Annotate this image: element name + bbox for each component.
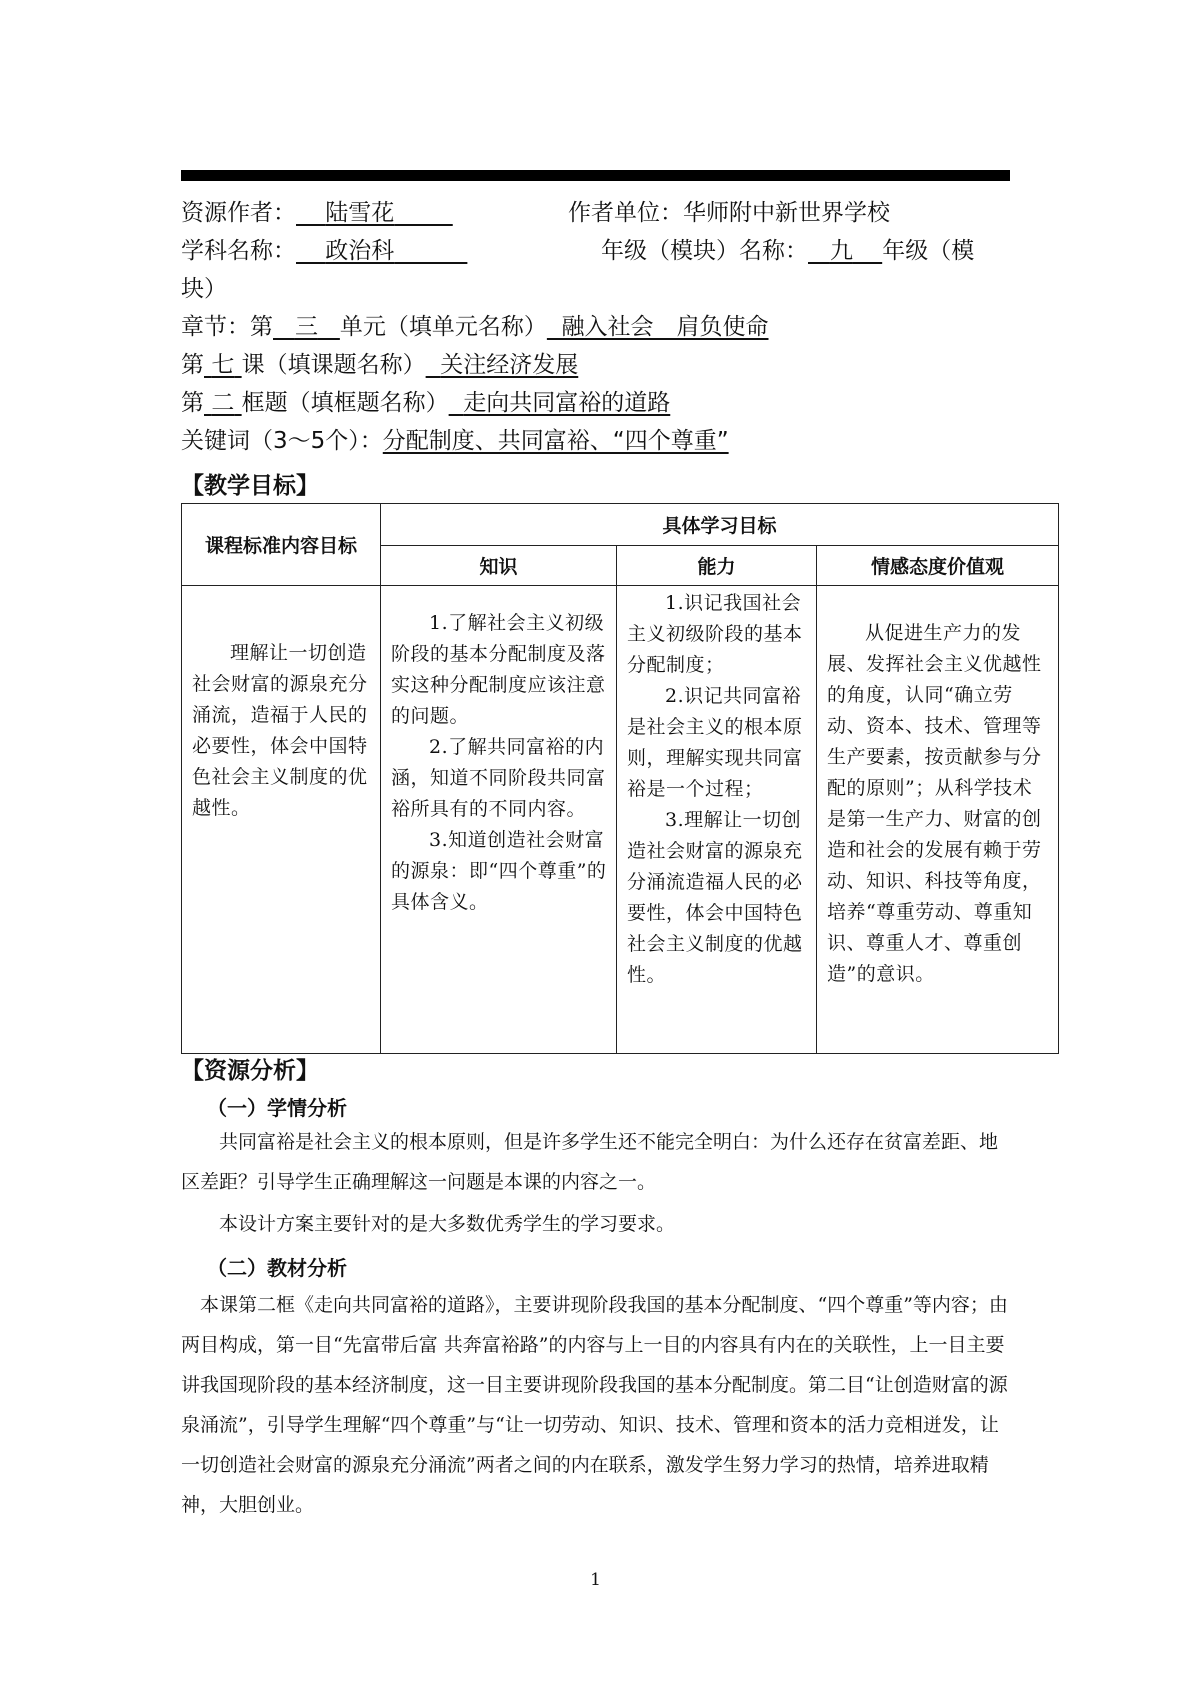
col-ability-header: 能力 — [617, 546, 817, 586]
author-row — [181, 197, 453, 229]
standard-cell: 理解让一切创造社会财富的源泉充分涌流，造福于人民的必要性，体会中国特色社会主义制度的优越性。 — [182, 586, 381, 1054]
frame-row: 第 二 框题（填框题名称） 走向共同富裕的道路 — [181, 390, 671, 416]
grade-label: 年级（模块）名称： — [601, 238, 808, 264]
resource-analysis-title: 【资源分析】 — [181, 1058, 319, 1084]
unit-value: 华师附中新世界学校 — [683, 200, 890, 226]
learner-analysis-title: （一）学情分析 — [207, 1096, 347, 1120]
subject-value: 政治科 — [325, 238, 395, 264]
knowledge-cell — [381, 586, 617, 1054]
ability-cell — [617, 586, 817, 1054]
col-specific-header: 具体学习目标 — [381, 504, 1059, 546]
grade-suffix: 年级（模 — [882, 238, 975, 264]
textbook-analysis-title: （二）教材分析 — [207, 1256, 347, 1280]
paragraph: 共同富裕是社会主义的根本原则，但是许多学生还不能完全明白：为什么还存在贫富差距、地区差距？引导学生正确理解这一问题是本课的内容之一。 — [181, 1131, 999, 1193]
ability-item: 1.识记我国社会主义初级阶段的基本分配制度； — [627, 592, 803, 676]
subject-row — [181, 235, 467, 267]
grade-row — [601, 235, 974, 267]
page-number: 1 — [590, 1570, 601, 1590]
paragraph: 本课第二框《走向共同富裕的道路》，主要讲现阶段我国的基本分配制度、“四个尊重”等内容；由两目构成，第一目“先富带后富 共奔富裕路”的内容与上一目的内容具有内在的关联性，上一目主要讲我国现阶段的基本经济制度，这一目主要讲现阶段我国的基本分配制度。第二目“让创造财富的源泉涌流”，引导学生理解“四个尊重”与“让一切劳动、知识、技术、管理和资本的活力竞相迸发，让一切创造社会财富的源泉充分涌流”两者之间的内在联系，激发学生努力学习的热情，培养进取精神，大胆创业。 — [181, 1294, 1008, 1516]
emotion-cell: 从促进生产力的发展、发挥社会主义优越性的角度，认同“确立劳动、资本、技术、管理等生产要素，按贡献参与分配的原则”；从科学技术是第一生产力、财富的创造和社会的发展有赖于劳动、知识、科技等角度，培养“尊重劳动、尊重知识、尊重人才、尊重创造”的意识。 — [817, 586, 1059, 1054]
textbook-analysis-text — [181, 1285, 1011, 1525]
grade-value: 九 — [829, 238, 853, 264]
teaching-goals-title: 【教学目标】 — [181, 473, 319, 499]
goals-table — [181, 503, 1059, 1054]
lesson-name: 关注经济发展 — [440, 352, 579, 378]
subject-label: 学科名称： — [181, 238, 296, 264]
keywords-row — [181, 425, 729, 457]
col-standard-header: 课程标准内容目标 — [182, 504, 381, 586]
col-emotion-header: 情感态度价值观 — [817, 546, 1059, 586]
chapter-row: 章节：第 三 单元（填单元名称） 融入社会 肩负使命 — [181, 314, 769, 340]
knowledge-item: 2.了解共同富裕的内涵，知道不同阶段共同富裕所具有的不同内容。 — [391, 736, 606, 820]
keywords-label: 关键词（3～5个）： — [181, 428, 383, 454]
col-knowledge-header: 知识 — [381, 546, 617, 586]
lesson-number: 七 — [211, 352, 235, 378]
ability-item: 2.识记共同富裕是社会主义的根本原则，理解实现共同富裕是一个过程； — [627, 685, 803, 800]
knowledge-item: 1.了解社会主义初级阶段的基本分配制度及落实这种分配制度应该注意的问题。 — [391, 612, 606, 727]
header-rule — [181, 170, 1010, 181]
frame-number: 二 — [211, 390, 235, 416]
unit-number: 三 — [294, 314, 318, 340]
lesson-row: 第 七 课（填课题名称） 关注经济发展 — [181, 352, 579, 378]
author-value: 陆雪花 — [325, 200, 395, 226]
author-label: 资源作者： — [181, 200, 296, 226]
unit-label: 作者单位： — [568, 200, 683, 226]
keywords-value: 分配制度、共同富裕、“四个尊重” — [382, 428, 729, 454]
grade-suffix-line2: 块） — [181, 276, 227, 302]
knowledge-item: 3.知道创造社会财富的源泉：即“四个尊重”的具体含义。 — [391, 829, 607, 913]
unit-row — [568, 197, 890, 229]
frame-name: 走向共同富裕的道路 — [463, 390, 671, 416]
ability-item: 3.理解让一切创造社会财富的源泉充分涌流造福人民的必要性，体会中国特色社会主义制度的优越性。 — [627, 809, 803, 986]
unit-name: 融入社会 肩负使命 — [561, 314, 769, 340]
learner-analysis-text — [181, 1122, 1011, 1244]
paragraph: 本设计方案主要针对的是大多数优秀学生的学习要求。 — [219, 1213, 676, 1235]
